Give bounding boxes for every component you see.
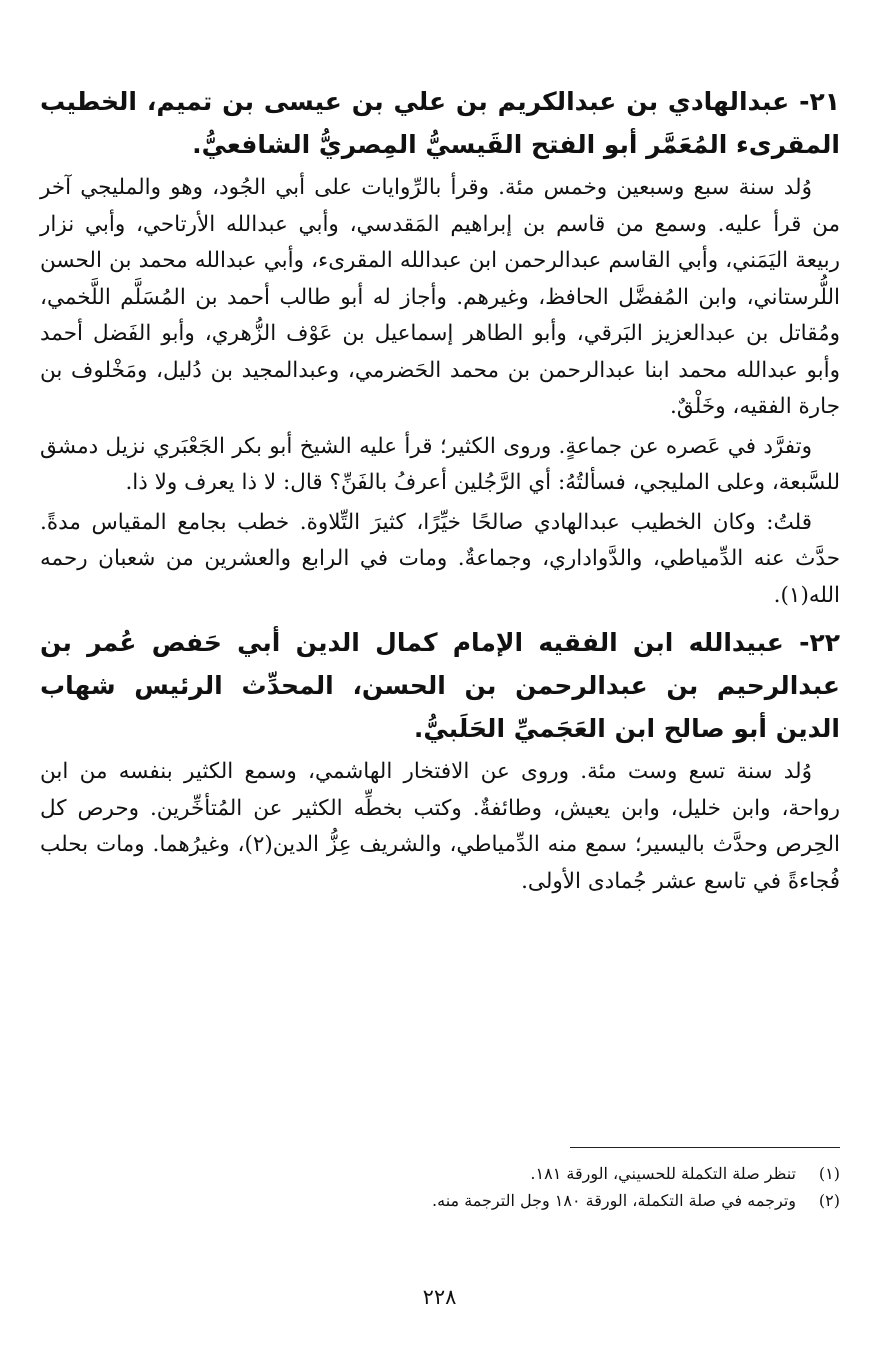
footnote-text: وترجمه في صلة التكملة، الورقة ١٨٠ وجل الترجمة منه. (432, 1191, 796, 1210)
entry-paragraph: قلتُ: وكان الخطيب عبدالهادي صالحًا خيِّرًا، كثيرَ التِّلاوة. خطب بجامع المقياس مدةً. حدَّث عنه الدِّمياطي، والدَّواداري، وجماعةٌ. ومات في الرابع والعشرين من شعبان رحمه الله(١). (40, 509, 840, 608)
entry-heading: ٢١- عبدالهادي بن عبدالكريم بن علي بن عيسى بن تميم، الخطيب المقرىء المُعَمَّر أبو الفتح القَيسيُّ المِصريُّ الشافعيُّ. (40, 87, 840, 159)
footnote-item (40, 1160, 840, 1187)
page-number: ٢٢٨ (422, 1285, 457, 1309)
entry-paragraph: وُلد سنة تسع وست مئة. وروى عن الافتخار الهاشمي، وسمع الكثير بنفسه من ابن رواحة، وابن خليل، وابن يعيش، وطائفةٌ. وكتب بخطِّه الكثير عن المُتأخِّرين. وحرص كل الحِرص وحدَّث باليسير؛ سمع منه الدِّمياطي، والشريف عِزُّ الدين(٢)، وغيرُهما. ومات بحلب فُجاءةً في تاسع عشر جُمادى الأولى. (40, 759, 840, 894)
footnote-item (40, 1187, 840, 1214)
footnotes (40, 1147, 840, 1214)
page-body (40, 80, 840, 903)
entry-heading: ٢٢- عبيدالله ابن الفقيه الإمام كمال الدين أبي حَفص عُمر بن عبدالرحيم بن عبدالرحمن بن الحسن، المحدِّث الرئيس شهاب الدين أبو صالح ابن العَجَميِّ الحَلَبيُّ. (40, 628, 840, 743)
footnote-divider (570, 1147, 840, 1148)
entry-21 (40, 80, 840, 614)
entry-paragraph: وُلد سنة سبع وسبعين وخمس مئة. وقرأ بالرِّوايات على أبي الجُود، وهو والمليجي آخر من قرأ عليه. وسمع من قاسم بن إبراهيم المَقدسي، وأبي عبدالله الأرتاحي، وأبي نزار ربيعة اليَمَني، وأبي القاسم عبدالرحمن ابن عبدالله المقرىء، وأبي عبدالله محمد بن الحسن اللُّرستاني، وابن المُفضَّل الحافظ، وغيرهم. وأجاز له أبو طالب أحمد بن المُسَلَّم اللَّخمي، ومُقاتل بن عبدالعزيز البَرقي، وأبو الطاهر إسماعيل بن عَوْف الزُّهري، وأبو الفَضل أحمد وأبو عبدالله محمد ابنا عبدالرحمن بن محمد الحَضرمي، وعبدالمجيد بن دُليل، ومَخْلوف بن جارة الفقيه، وخَلْقٌ. (40, 175, 840, 419)
entry-22 (40, 621, 840, 900)
entry-paragraph: وتفرَّد في عَصره عن جماعةٍ. وروى الكثير؛ قرأ عليه الشيخ أبو بكر الجَعْبَري نزيل دمشق للسَّبعة، وعلى المليجي، فسألتُهُ: أي الرَّجُلين أعرفُ بالفَنِّ؟ قال: لا ذا يعرف ولا ذا. (40, 433, 840, 495)
footnote-text: تنظر صلة التكملة للحسيني، الورقة ١٨١. (530, 1164, 796, 1183)
footnote-number: (٢) (818, 1191, 840, 1210)
footnote-number: (١) (818, 1164, 840, 1183)
